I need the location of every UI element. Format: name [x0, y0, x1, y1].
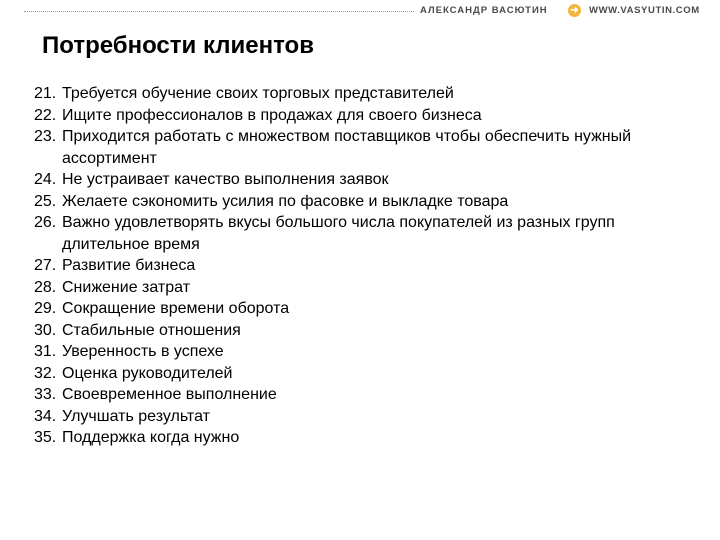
list-item: [34, 406, 694, 428]
list-item-number: 23.: [34, 128, 57, 145]
list-item: [34, 298, 694, 320]
list-item: [34, 363, 694, 385]
brand-logo-icon: ➜: [568, 4, 581, 17]
list-item-number: 26.: [34, 214, 57, 231]
list-item-text: Уверенность в успехе: [62, 343, 224, 360]
list-item-number: 25.: [34, 192, 57, 210]
list-item-text: Сокращение времени оборота: [62, 300, 290, 317]
list-item: [34, 126, 694, 169]
list-item-number: 33.: [34, 386, 57, 403]
list-item-text: Требуется обучение своих торговых представителей: [62, 85, 454, 102]
brand-site: WWW.VASYUTIN.COM: [589, 5, 700, 16]
list-item-number: 28.: [34, 278, 57, 296]
list-item-text: Оценка руководителей: [62, 364, 233, 382]
list-item-number: 30.: [34, 321, 57, 339]
list-item-number: 32.: [34, 364, 57, 382]
list-item: [34, 320, 694, 342]
list-item-number: 21.: [34, 85, 57, 102]
list-item-number: 34.: [34, 407, 57, 425]
brand-author: АЛЕКСАНДР ВАСЮТИН: [420, 5, 548, 16]
list-item: [34, 105, 694, 127]
list-item-text: Своевременное выполнение: [62, 386, 277, 403]
list-item-number: 29.: [34, 300, 57, 317]
list-item-number: 22.: [34, 106, 57, 124]
list-item-text: Улучшать результат: [62, 407, 210, 425]
list-item: [34, 277, 694, 299]
list-item: [34, 255, 694, 277]
list-item: [34, 384, 694, 406]
list-item-number: 24.: [34, 171, 57, 188]
list-item-text: Снижение затрат: [62, 278, 191, 296]
list-item-number: 35.: [34, 429, 57, 446]
list-item-text: Желаете сэкономить усилия по фасовке и выкладке товара: [62, 192, 509, 210]
list-item-number: 27.: [34, 257, 57, 274]
list-item-text: Ищите профессионалов в продажах для своего бизнеса: [62, 106, 482, 124]
needs-list: [34, 83, 694, 449]
list-item: [34, 427, 694, 449]
page-title: Потребности клиентов: [42, 32, 314, 59]
header-bar: [0, 0, 720, 24]
list-item: [34, 341, 694, 363]
list-item: [34, 169, 694, 191]
header-divider-line: [24, 11, 414, 12]
list-item: [34, 83, 694, 105]
list-item-number: 31.: [34, 343, 57, 360]
list-item-text: Развитие бизнеса: [62, 257, 196, 274]
list-item-text: Стабильные отношения: [62, 321, 241, 339]
list-item: [34, 191, 694, 213]
list-item-text: Поддержка когда нужно: [62, 429, 240, 446]
list-item: [34, 212, 694, 255]
list-item-text: Важно удовлетворять вкусы большого числа покупателей из разных групп длительное время: [62, 214, 615, 253]
list-item-text: Приходится работать с множеством поставщиков чтобы обеспечить нужный ассортимент: [62, 128, 632, 167]
list-item-text: Не устраивает качество выполнения заявок: [62, 171, 389, 188]
